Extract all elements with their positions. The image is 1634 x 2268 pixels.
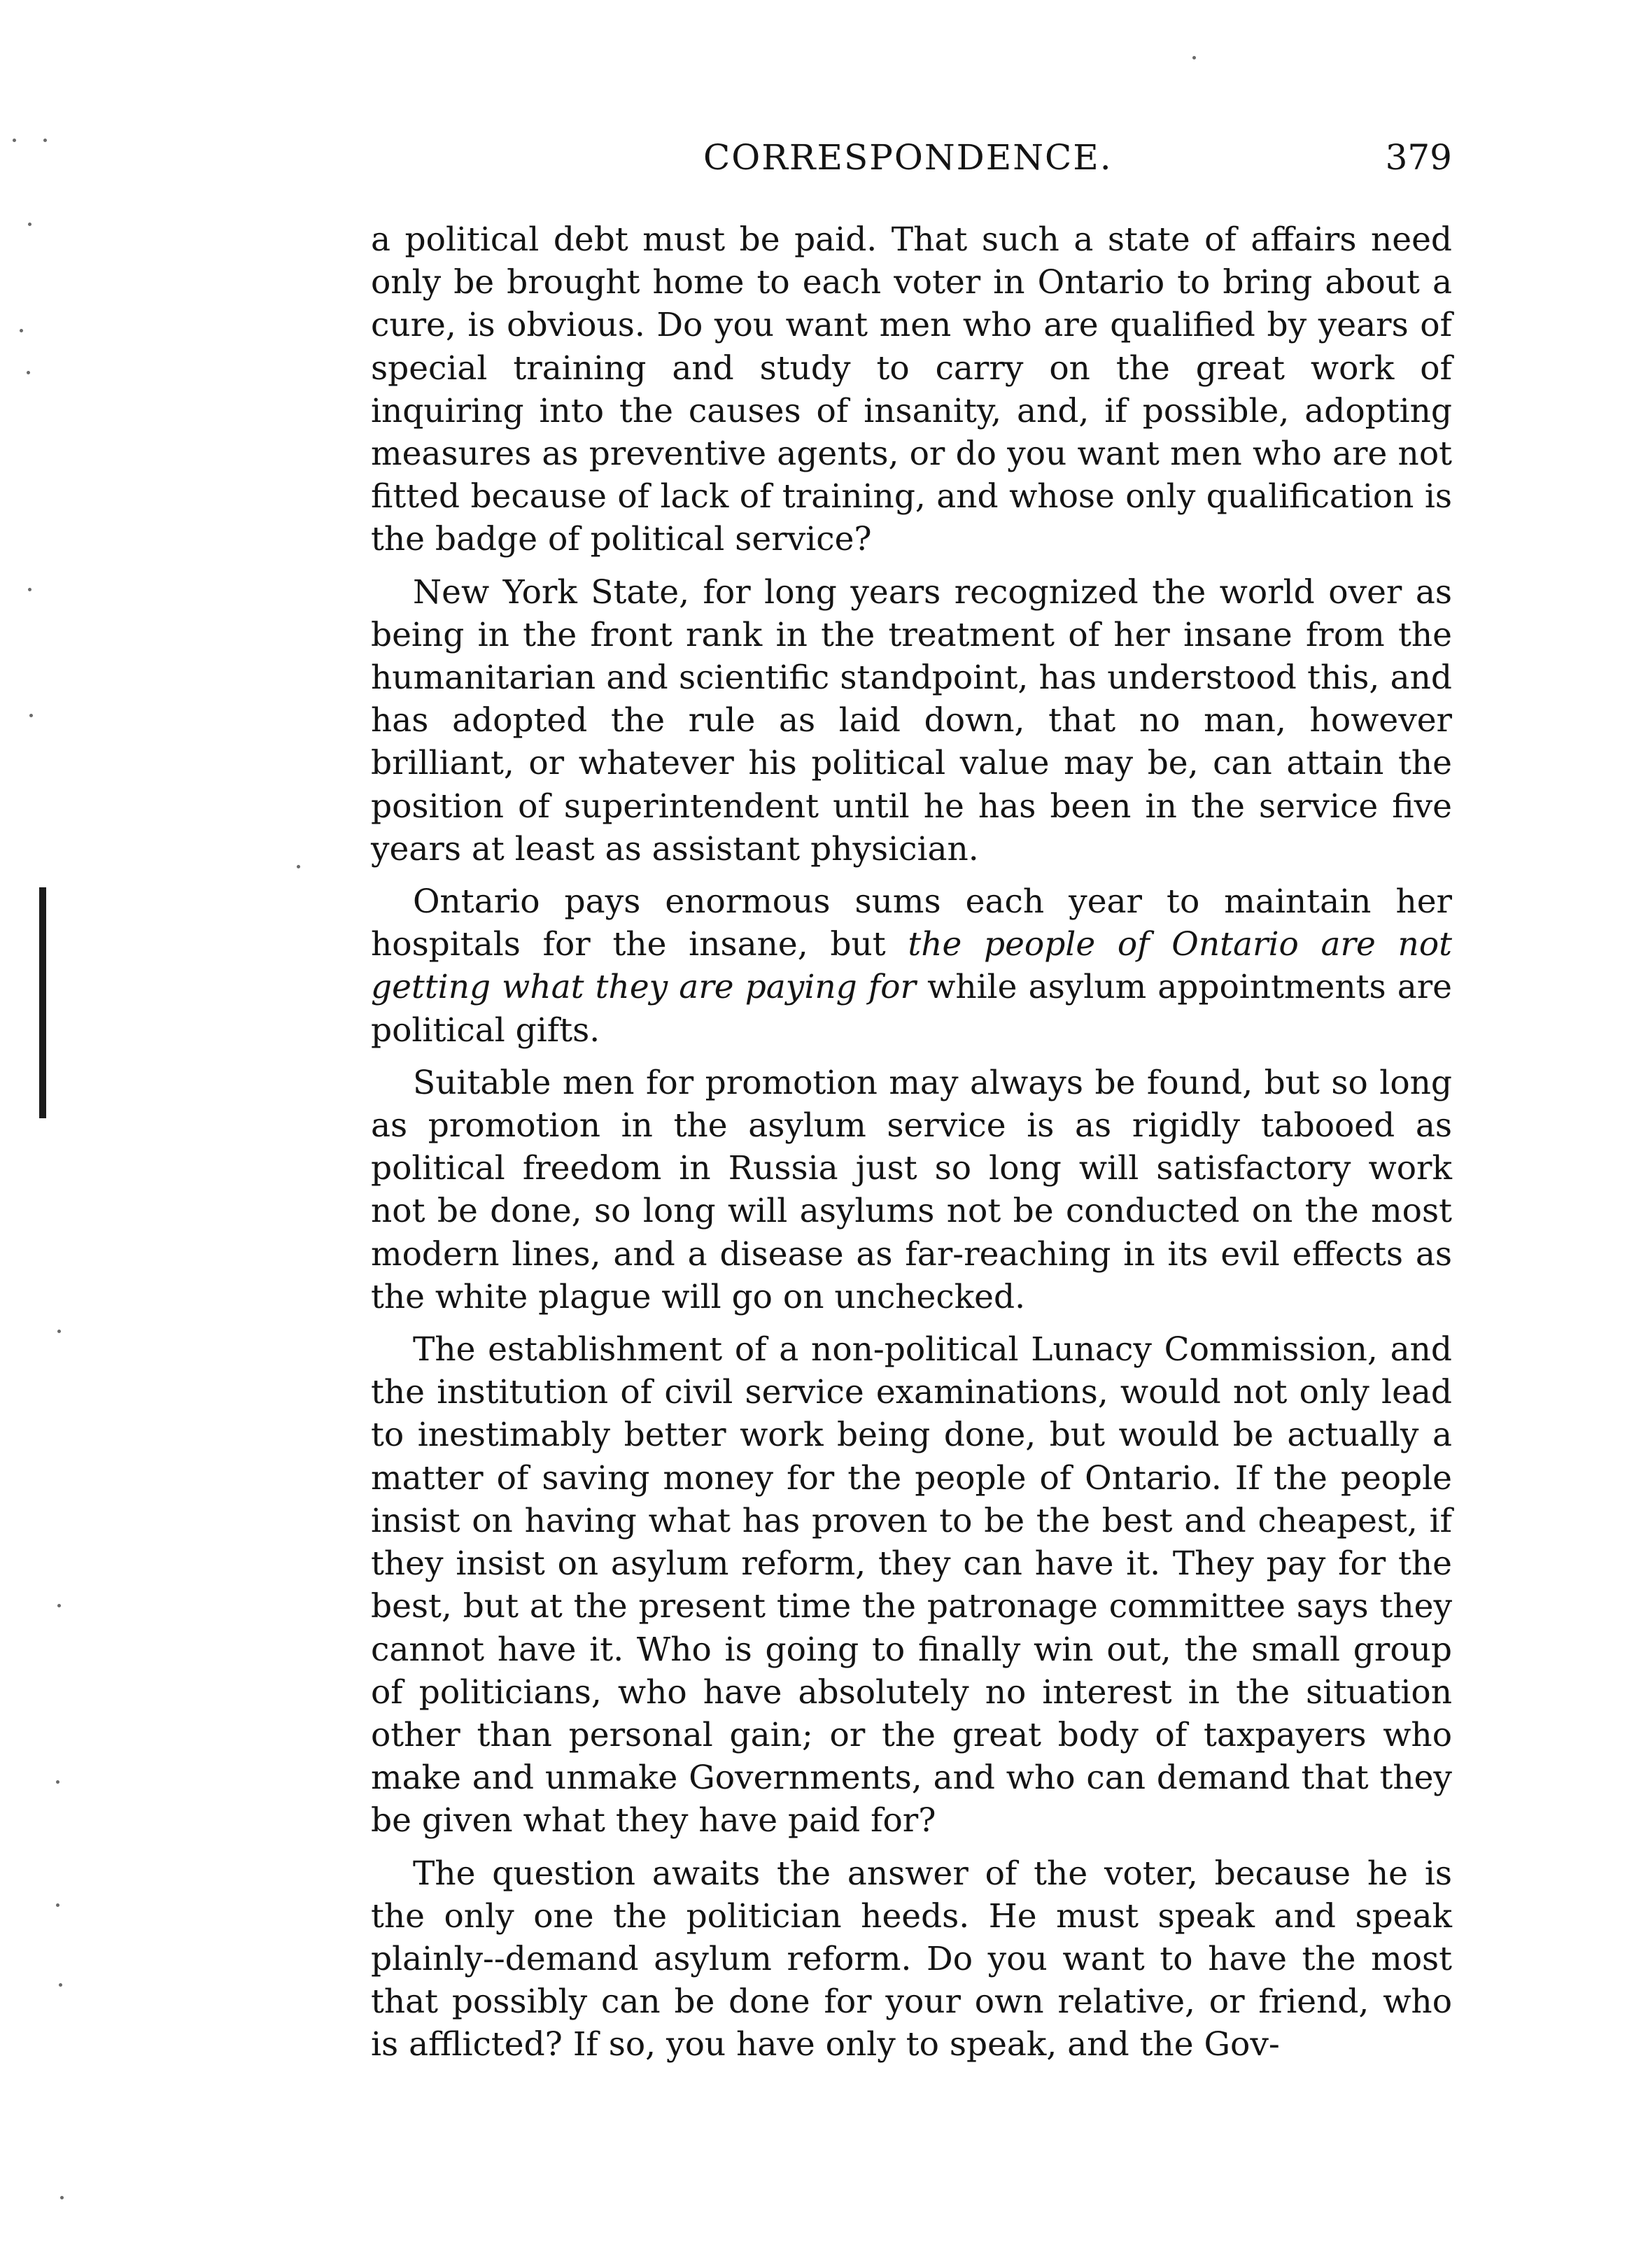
margin-speck	[13, 139, 16, 142]
margin-speck	[28, 588, 31, 591]
body-text	[371, 218, 1452, 2066]
paragraph-lunacy-commission: The establishment of a non-political Lunacy Commission, and the institution of civil service examinations, would not only lead to inestimably better work being done, but would be actually a matter of saving money for the people of Ontario. If the people insist on having what has proven to be the best and cheapest, if they insist on asylum reform, they can have it. They pay for the best, but at the present time the patronage committee says they cannot have it. Who is going to finally win out, the small group of politicians, who have absolutely no interest in the situation other than personal gain; or the great body of taxpayers who make and unmake Governments, and who can demand that they be given what they have paid for?	[371, 1330, 1452, 1840]
paragraph-ontario-pays-end: while asylum appointments are political gifts.	[371, 968, 1452, 1050]
margin-speck	[29, 714, 33, 717]
paragraph-continuation: a political debt must be paid. That such a state of affairs need only be brought home to each voter in Ontario to bring about a cure, is obvious. Do you want men who are qualified by years of special training and study to carry on the great work of inquiring into the causes of insanity, and, if possible, adopting measures as preventive agents, or do you want men who are not fitted because of lack of training, and whose only qualification is the badge of political service?	[371, 220, 1452, 559]
margin-speck	[43, 139, 47, 142]
margin-speck	[60, 2196, 64, 2199]
page-number: 379	[1385, 137, 1452, 178]
margin-bar-mark	[39, 887, 46, 1118]
paragraph-new-york: New York State, for long years recognized the world over as being in the front rank in the treatment of her insane from the humanitarian and scientific standpoint, has understood this, and has adopted the rule as laid down, that no man, however brilliant, or whatever his political value may be, can attain the position of superintendent until he has been in the service five years at least as assistant physician.	[371, 572, 1452, 868]
margin-speck	[59, 1983, 62, 1987]
margin-speck	[27, 371, 30, 374]
margin-speck	[56, 1780, 59, 1784]
paragraph-ontario-pays	[371, 880, 1452, 1052]
margin-speck	[56, 1903, 59, 1907]
margin-speck	[28, 223, 31, 226]
running-head: CORRESPONDENCE.	[703, 137, 1113, 178]
paragraph-ontario-pays-start: Ontario pays enormous sums each year to maintain her hospitals for the insane, but	[371, 882, 1452, 964]
paragraph-ontario-pays-italic: the people of Ontario are not getting what they are paying for	[371, 925, 1452, 1007]
paragraph-suitable-men: Suitable men for promotion may always be found, but so long as promotion in the asylum service is as rigidly tabooed as political freedom in Russia just so long will satisfactory work not be done, so long will asylums not be conducted on the most modern lines, and a disease as far-reaching in its evil effects as the white plague will go on unchecked.	[371, 1063, 1452, 1316]
margin-speck	[1192, 56, 1196, 59]
margin-speck	[297, 865, 300, 868]
margin-speck	[20, 329, 23, 332]
margin-speck	[57, 1330, 61, 1333]
margin-speck	[57, 1604, 61, 1607]
page-header	[371, 137, 1452, 193]
paragraph-question-voter: The question awaits the answer of the voter, because he is the only one the politician heeds. He must speak and speak plainly--demand asylum reform. Do you want to have the most that possibly can be done for your own relative, or friend, who is afflicted? If so, you have only to speak, and the Gov-	[371, 1854, 1452, 2064]
